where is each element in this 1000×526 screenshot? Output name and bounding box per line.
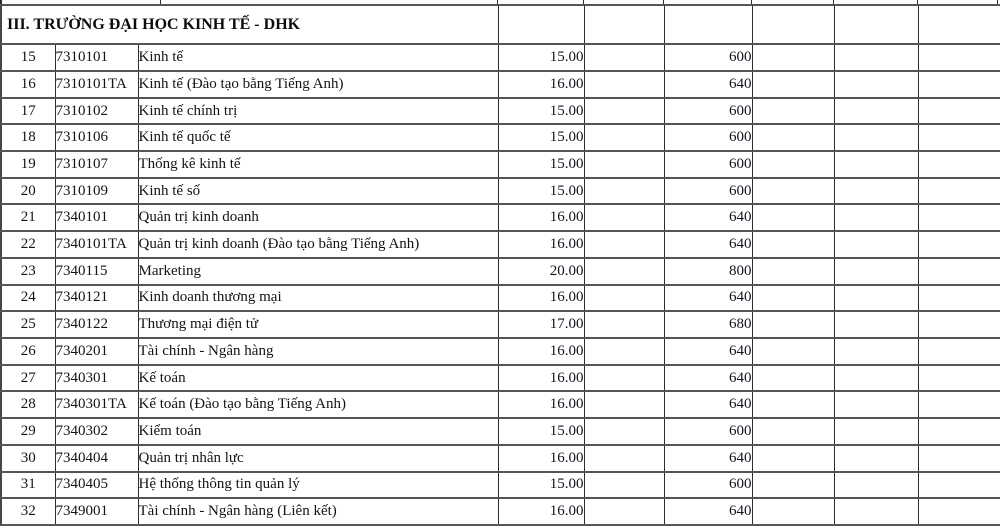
section-header-row <box>1 5 1000 44</box>
empty-cell <box>834 498 918 525</box>
major-name-cell: Quản trị kinh doanh (Đào tạo bằng Tiếng Anh) <box>138 231 498 258</box>
major-code-cell: 7310107 <box>55 151 138 178</box>
empty-cell <box>918 338 1000 365</box>
table-row <box>1 338 1000 365</box>
empty-cell <box>584 498 664 525</box>
empty-cell <box>834 5 918 44</box>
benchmark-score-cell: 16.00 <box>498 338 584 365</box>
empty-cell <box>752 418 834 445</box>
table-row <box>1 311 1000 338</box>
secondary-value-cell: 680 <box>664 311 752 338</box>
empty-cell <box>752 338 834 365</box>
major-name-cell: Kinh tế quốc tế <box>138 124 498 151</box>
major-code-cell: 7340115 <box>55 258 138 285</box>
empty-cell <box>752 391 834 418</box>
empty-cell <box>584 311 664 338</box>
empty-cell <box>584 418 664 445</box>
empty-cell <box>584 178 664 205</box>
table-row <box>1 204 1000 231</box>
empty-cell <box>834 311 918 338</box>
row-number-cell: 26 <box>1 338 55 365</box>
empty-cell <box>834 472 918 499</box>
empty-cell <box>834 71 918 98</box>
empty-cell <box>752 124 834 151</box>
empty-cell <box>584 151 664 178</box>
major-name-cell: Kế toán (Đào tạo bằng Tiếng Anh) <box>138 391 498 418</box>
empty-cell <box>584 124 664 151</box>
row-number-cell: 16 <box>1 71 55 98</box>
secondary-value-cell: 640 <box>664 71 752 98</box>
empty-cell <box>584 445 664 472</box>
secondary-value-cell: 640 <box>664 338 752 365</box>
major-name-cell: Thương mại điện tử <box>138 311 498 338</box>
empty-cell <box>834 391 918 418</box>
empty-cell <box>752 44 834 71</box>
row-number-cell: 19 <box>1 151 55 178</box>
empty-cell <box>834 98 918 125</box>
table-row <box>1 71 1000 98</box>
empty-cell <box>918 231 1000 258</box>
major-name-cell: Kế toán <box>138 365 498 392</box>
empty-cell <box>752 178 834 205</box>
table-row <box>1 44 1000 71</box>
table-row <box>1 472 1000 499</box>
table-row <box>1 285 1000 312</box>
empty-cell <box>752 498 834 525</box>
empty-cell <box>918 44 1000 71</box>
benchmark-score-cell: 15.00 <box>498 178 584 205</box>
row-number-cell: 17 <box>1 98 55 125</box>
empty-cell <box>834 418 918 445</box>
table-row <box>1 498 1000 525</box>
empty-cell <box>918 498 1000 525</box>
secondary-value-cell: 640 <box>664 445 752 472</box>
major-name-cell: Kinh tế <box>138 44 498 71</box>
table-row <box>1 258 1000 285</box>
empty-cell <box>584 472 664 499</box>
benchmark-score-cell: 16.00 <box>498 365 584 392</box>
benchmark-score-cell: 20.00 <box>498 258 584 285</box>
row-number-cell: 25 <box>1 311 55 338</box>
empty-cell <box>752 5 834 44</box>
empty-cell <box>918 5 1000 44</box>
empty-cell <box>584 365 664 392</box>
major-name-cell: Kinh tế (Đào tạo bằng Tiếng Anh) <box>138 71 498 98</box>
empty-cell <box>834 338 918 365</box>
empty-cell <box>918 71 1000 98</box>
major-code-cell: 7310102 <box>55 98 138 125</box>
row-number-cell: 15 <box>1 44 55 71</box>
empty-cell <box>918 258 1000 285</box>
empty-cell <box>918 178 1000 205</box>
empty-cell <box>664 5 752 44</box>
table-row <box>1 124 1000 151</box>
empty-cell <box>834 124 918 151</box>
major-code-cell: 7340404 <box>55 445 138 472</box>
empty-cell <box>834 151 918 178</box>
secondary-value-cell: 640 <box>664 285 752 312</box>
empty-cell <box>584 231 664 258</box>
major-name-cell: Quản trị kinh doanh <box>138 204 498 231</box>
table-row <box>1 445 1000 472</box>
secondary-value-cell: 640 <box>664 365 752 392</box>
empty-cell <box>752 285 834 312</box>
secondary-value-cell: 640 <box>664 498 752 525</box>
major-code-cell: 7340101TA <box>55 231 138 258</box>
empty-cell <box>834 365 918 392</box>
empty-cell <box>918 472 1000 499</box>
row-number-cell: 22 <box>1 231 55 258</box>
empty-cell <box>918 391 1000 418</box>
empty-cell <box>834 44 918 71</box>
table-row <box>1 365 1000 392</box>
empty-cell <box>752 258 834 285</box>
table-row <box>1 151 1000 178</box>
major-code-cell: 7349001 <box>55 498 138 525</box>
empty-cell <box>918 365 1000 392</box>
empty-cell <box>834 285 918 312</box>
empty-cell <box>584 285 664 312</box>
row-number-cell: 18 <box>1 124 55 151</box>
secondary-value-cell: 600 <box>664 98 752 125</box>
empty-cell <box>752 231 834 258</box>
empty-cell <box>752 98 834 125</box>
row-number-cell: 21 <box>1 204 55 231</box>
benchmark-score-cell: 16.00 <box>498 445 584 472</box>
major-code-cell: 7340122 <box>55 311 138 338</box>
section-title: III. TRƯỜNG ĐẠI HỌC KINH TẾ - DHK <box>1 5 498 44</box>
table-row <box>1 231 1000 258</box>
major-code-cell: 7340301TA <box>55 391 138 418</box>
benchmark-score-cell: 16.00 <box>498 204 584 231</box>
benchmark-score-cell: 16.00 <box>498 391 584 418</box>
secondary-value-cell: 640 <box>664 204 752 231</box>
empty-cell <box>918 204 1000 231</box>
major-code-cell: 7340101 <box>55 204 138 231</box>
empty-cell <box>918 418 1000 445</box>
row-number-cell: 27 <box>1 365 55 392</box>
major-code-cell: 7340121 <box>55 285 138 312</box>
secondary-value-cell: 600 <box>664 44 752 71</box>
major-name-cell: Kinh doanh thương mại <box>138 285 498 312</box>
empty-cell <box>584 204 664 231</box>
benchmark-score-cell: 15.00 <box>498 418 584 445</box>
empty-cell <box>584 71 664 98</box>
row-number-cell: 20 <box>1 178 55 205</box>
row-number-cell: 30 <box>1 445 55 472</box>
benchmark-score-cell: 16.00 <box>498 71 584 98</box>
empty-cell <box>752 445 834 472</box>
major-code-cell: 7310101 <box>55 44 138 71</box>
empty-cell <box>584 98 664 125</box>
major-name-cell: Kinh tế số <box>138 178 498 205</box>
table-row <box>1 391 1000 418</box>
major-code-cell: 7310101TA <box>55 71 138 98</box>
empty-cell <box>918 311 1000 338</box>
empty-cell <box>834 445 918 472</box>
table-row <box>1 98 1000 125</box>
major-code-cell: 7340405 <box>55 472 138 499</box>
secondary-value-cell: 640 <box>664 231 752 258</box>
secondary-value-cell: 800 <box>664 258 752 285</box>
empty-cell <box>498 5 584 44</box>
major-code-cell: 7340301 <box>55 365 138 392</box>
empty-cell <box>584 44 664 71</box>
admission-scores-table <box>0 4 1000 526</box>
major-name-cell: Thống kê kinh tế <box>138 151 498 178</box>
benchmark-score-cell: 16.00 <box>498 231 584 258</box>
row-number-cell: 23 <box>1 258 55 285</box>
empty-cell <box>918 285 1000 312</box>
empty-cell <box>834 178 918 205</box>
row-number-cell: 28 <box>1 391 55 418</box>
major-name-cell: Tài chính - Ngân hàng <box>138 338 498 365</box>
empty-cell <box>752 151 834 178</box>
benchmark-score-cell: 15.00 <box>498 124 584 151</box>
major-code-cell: 7310109 <box>55 178 138 205</box>
empty-cell <box>584 5 664 44</box>
row-number-cell: 29 <box>1 418 55 445</box>
major-code-cell: 7310106 <box>55 124 138 151</box>
major-name-cell: Tài chính - Ngân hàng (Liên kết) <box>138 498 498 525</box>
empty-cell <box>752 71 834 98</box>
row-number-cell: 24 <box>1 285 55 312</box>
empty-cell <box>834 204 918 231</box>
benchmark-score-cell: 17.00 <box>498 311 584 338</box>
empty-cell <box>918 445 1000 472</box>
benchmark-score-cell: 15.00 <box>498 151 584 178</box>
empty-cell <box>752 365 834 392</box>
benchmark-score-cell: 15.00 <box>498 472 584 499</box>
major-name-cell: Marketing <box>138 258 498 285</box>
secondary-value-cell: 600 <box>664 418 752 445</box>
benchmark-score-cell: 15.00 <box>498 44 584 71</box>
secondary-value-cell: 600 <box>664 178 752 205</box>
row-number-cell: 31 <box>1 472 55 499</box>
secondary-value-cell: 600 <box>664 151 752 178</box>
major-code-cell: 7340201 <box>55 338 138 365</box>
major-name-cell: Hệ thống thông tin quản lý <box>138 472 498 499</box>
secondary-value-cell: 600 <box>664 124 752 151</box>
major-code-cell: 7340302 <box>55 418 138 445</box>
table-row <box>1 418 1000 445</box>
table-row <box>1 178 1000 205</box>
row-number-cell: 32 <box>1 498 55 525</box>
empty-cell <box>752 311 834 338</box>
empty-cell <box>834 231 918 258</box>
empty-cell <box>752 204 834 231</box>
secondary-value-cell: 600 <box>664 472 752 499</box>
empty-cell <box>918 124 1000 151</box>
major-name-cell: Kiểm toán <box>138 418 498 445</box>
secondary-value-cell: 640 <box>664 391 752 418</box>
empty-cell <box>918 98 1000 125</box>
empty-cell <box>584 338 664 365</box>
major-name-cell: Kinh tế chính trị <box>138 98 498 125</box>
benchmark-score-cell: 15.00 <box>498 98 584 125</box>
empty-cell <box>918 151 1000 178</box>
major-name-cell: Quản trị nhân lực <box>138 445 498 472</box>
empty-cell <box>752 472 834 499</box>
benchmark-score-cell: 16.00 <box>498 285 584 312</box>
benchmark-score-cell: 16.00 <box>498 498 584 525</box>
empty-cell <box>834 258 918 285</box>
empty-cell <box>584 258 664 285</box>
empty-cell <box>584 391 664 418</box>
